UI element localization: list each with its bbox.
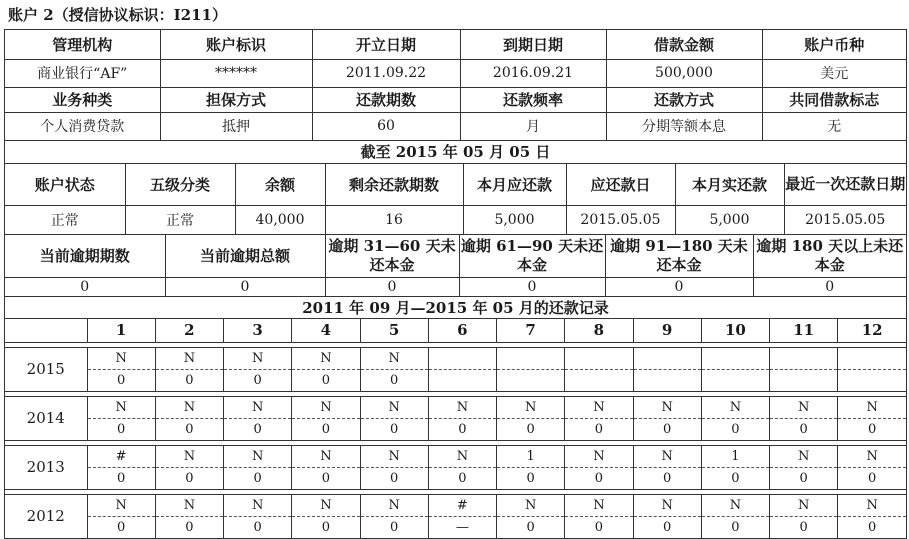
- value-overdue-61-90: 0: [459, 277, 605, 296]
- status-cell: N: [155, 396, 223, 418]
- value-currency: 美元: [762, 59, 906, 87]
- status-row-2015: [5, 347, 906, 369]
- header-due-this-month: 本月应还款: [463, 164, 566, 206]
- amount-row-2013: [5, 467, 906, 489]
- amount-cell: 0: [224, 418, 292, 440]
- value-account-id: ******: [160, 59, 312, 87]
- year-label: 2013: [5, 445, 87, 489]
- status-cell: 1: [701, 445, 769, 467]
- status-cell: N: [155, 347, 223, 369]
- value-repay-method: 分期等额本息: [606, 112, 762, 140]
- amount-cell: 0: [87, 369, 155, 391]
- header-remaining-periods: 剩余还款期数: [325, 164, 463, 206]
- value-joint-flag: 无: [762, 112, 906, 140]
- status-cell: N: [360, 445, 428, 467]
- year-label: 2012: [5, 494, 87, 538]
- amount-cell: 0: [360, 369, 428, 391]
- amount-cell: 0: [633, 516, 701, 538]
- status-cell: N: [360, 396, 428, 418]
- status-cell: [565, 347, 633, 369]
- status-cell: N: [633, 445, 701, 467]
- amount-cell: —: [428, 516, 496, 538]
- header-account-id: 账户标识: [160, 30, 312, 59]
- amount-cell: 0: [701, 467, 769, 489]
- repayment-record-title: 2011 年 09 月—2015 年 05 月的还款记录: [5, 296, 906, 318]
- header-loan-amount: 借款金额: [606, 30, 762, 59]
- amount-cell: 0: [633, 467, 701, 489]
- amount-cell: [770, 369, 838, 391]
- header-repay-method: 还款方式: [606, 87, 762, 112]
- header-overdue-total: 当前逾期总额: [165, 235, 325, 277]
- amount-cell: 0: [155, 418, 223, 440]
- amount-cell: 0: [292, 516, 360, 538]
- value-last-payment-date: 2015.05.05: [784, 206, 906, 235]
- amount-cell: 0: [770, 467, 838, 489]
- amount-cell: 0: [770, 516, 838, 538]
- value-business-type: 个人消费贷款: [5, 112, 160, 140]
- value-balance: 40,000: [235, 206, 325, 235]
- status-cell: N: [360, 347, 428, 369]
- amount-cell: 0: [292, 369, 360, 391]
- amount-row-2014: [5, 418, 906, 440]
- value-account-status: 正常: [5, 206, 125, 235]
- amount-cell: 0: [838, 418, 906, 440]
- status-cell: #: [87, 445, 155, 467]
- amount-cell: 0: [565, 418, 633, 440]
- header-overdue-periods: 当前逾期期数: [5, 235, 165, 277]
- amount-cell: [633, 369, 701, 391]
- amount-cell: 0: [224, 516, 292, 538]
- status-row-2013: [5, 445, 906, 467]
- month-header-5: 5: [360, 319, 428, 343]
- year-label: 2015: [5, 347, 87, 391]
- amount-cell: 0: [87, 467, 155, 489]
- repayment-grid: [5, 319, 906, 539]
- amount-cell: 0: [497, 418, 565, 440]
- amount-cell: 0: [838, 516, 906, 538]
- status-cell: N: [292, 396, 360, 418]
- amount-cell: [565, 369, 633, 391]
- status-cell: N: [292, 347, 360, 369]
- status-cell: N: [701, 494, 769, 516]
- month-header-12: 12: [838, 319, 906, 343]
- status-cell: N: [701, 396, 769, 418]
- amount-row-2012: [5, 516, 906, 538]
- amount-cell: 0: [428, 418, 496, 440]
- header-classification: 五级分类: [125, 164, 235, 206]
- amount-cell: 0: [155, 467, 223, 489]
- amount-cell: 0: [155, 516, 223, 538]
- header-due-date: 到期日期: [460, 30, 606, 59]
- status-cell: N: [87, 396, 155, 418]
- status-cell: #: [428, 494, 496, 516]
- account-heading: 账户 2（授信协议标识：I211）: [8, 6, 227, 24]
- credit-report-table: [4, 29, 907, 539]
- header-due-day: 应还款日: [566, 164, 675, 206]
- value-remaining-periods: 16: [325, 206, 463, 235]
- header-frequency: 还款频率: [460, 87, 606, 112]
- amount-cell: [497, 369, 565, 391]
- status-cell: N: [770, 494, 838, 516]
- month-header-corner: [5, 319, 87, 343]
- amount-row-2015: [5, 369, 906, 391]
- status-cell: N: [224, 396, 292, 418]
- month-header-3: 3: [224, 319, 292, 343]
- value-due-this-month: 5,000: [463, 206, 566, 235]
- amount-cell: 0: [428, 467, 496, 489]
- header-overdue-31-60: 逾期 31—60 天未还本金: [325, 235, 459, 277]
- status-cell: [633, 347, 701, 369]
- amount-cell: 0: [701, 418, 769, 440]
- header-installments: 还款期数: [312, 87, 460, 112]
- status-cell: N: [633, 396, 701, 418]
- value-due-day: 2015.05.05: [566, 206, 675, 235]
- amount-cell: 0: [292, 467, 360, 489]
- month-header-1: 1: [87, 319, 155, 343]
- status-cell: N: [224, 494, 292, 516]
- status-cell: N: [838, 494, 906, 516]
- month-header-4: 4: [292, 319, 360, 343]
- amount-cell: 0: [565, 467, 633, 489]
- amount-cell: 0: [497, 467, 565, 489]
- amount-cell: 0: [360, 418, 428, 440]
- status-cell: [428, 347, 496, 369]
- amount-cell: 0: [633, 418, 701, 440]
- value-overdue-91-180: 0: [605, 277, 753, 296]
- status-cell: N: [224, 445, 292, 467]
- basic-info-table: [5, 30, 906, 164]
- status-cell: N: [428, 445, 496, 467]
- month-header-row: [5, 319, 906, 343]
- header-balance: 余额: [235, 164, 325, 206]
- status-cell: N: [770, 396, 838, 418]
- status-cell: [497, 347, 565, 369]
- value-installments: 60: [312, 112, 460, 140]
- month-header-7: 7: [497, 319, 565, 343]
- month-header-9: 9: [633, 319, 701, 343]
- amount-cell: 0: [770, 418, 838, 440]
- value-institution: 商业银行“AF”: [5, 59, 160, 87]
- status-cell: N: [770, 445, 838, 467]
- header-overdue-180-plus: 逾期 180 天以上未还本金: [753, 235, 906, 277]
- amount-cell: 0: [838, 467, 906, 489]
- status-cell: N: [292, 445, 360, 467]
- status-cell: N: [838, 396, 906, 418]
- header-account-status: 账户状态: [5, 164, 125, 206]
- amount-cell: 0: [224, 369, 292, 391]
- value-paid-this-month: 5,000: [675, 206, 784, 235]
- status-cell: N: [224, 347, 292, 369]
- status-row-2012: [5, 494, 906, 516]
- status-cell: N: [155, 445, 223, 467]
- status-cell: N: [87, 347, 155, 369]
- value-guarantee: 抵押: [160, 112, 312, 140]
- status-cell: N: [428, 396, 496, 418]
- value-overdue-total: 0: [165, 277, 325, 296]
- as-of-date: 截至 2015 年 05 月 05 日: [5, 140, 906, 163]
- header-joint-flag: 共同借款标志: [762, 87, 906, 112]
- overdue-table: [5, 235, 906, 319]
- amount-cell: 0: [497, 516, 565, 538]
- month-header-2: 2: [155, 319, 223, 343]
- value-overdue-periods: 0: [5, 277, 165, 296]
- value-loan-amount: 500,000: [606, 59, 762, 87]
- amount-cell: [701, 369, 769, 391]
- month-header-8: 8: [565, 319, 633, 343]
- status-cell: [701, 347, 769, 369]
- status-cell: [838, 347, 906, 369]
- amount-cell: 0: [87, 516, 155, 538]
- status-table: [5, 164, 906, 236]
- status-cell: N: [360, 494, 428, 516]
- status-cell: N: [292, 494, 360, 516]
- header-guarantee: 担保方式: [160, 87, 312, 112]
- status-cell: N: [565, 445, 633, 467]
- header-business-type: 业务种类: [5, 87, 160, 112]
- status-cell: N: [497, 494, 565, 516]
- status-cell: N: [497, 396, 565, 418]
- status-cell: N: [565, 494, 633, 516]
- amount-cell: [838, 369, 906, 391]
- amount-cell: 0: [360, 467, 428, 489]
- year-label: 2014: [5, 396, 87, 440]
- status-row-2014: [5, 396, 906, 418]
- amount-cell: 0: [87, 418, 155, 440]
- value-overdue-31-60: 0: [325, 277, 459, 296]
- header-last-payment-date: 最近一次还款日期: [784, 164, 906, 206]
- status-cell: N: [838, 445, 906, 467]
- amount-cell: 0: [701, 516, 769, 538]
- status-cell: N: [155, 494, 223, 516]
- header-open-date: 开立日期: [312, 30, 460, 59]
- header-paid-this-month: 本月实还款: [675, 164, 784, 206]
- value-classification: 正常: [125, 206, 235, 235]
- status-cell: [770, 347, 838, 369]
- amount-cell: [428, 369, 496, 391]
- amount-cell: 0: [224, 467, 292, 489]
- status-cell: N: [565, 396, 633, 418]
- month-header-11: 11: [770, 319, 838, 343]
- amount-cell: 0: [292, 418, 360, 440]
- month-header-6: 6: [428, 319, 496, 343]
- amount-cell: 0: [565, 516, 633, 538]
- month-header-10: 10: [701, 319, 769, 343]
- amount-cell: 0: [360, 516, 428, 538]
- value-overdue-180-plus: 0: [753, 277, 906, 296]
- status-cell: 1: [497, 445, 565, 467]
- status-cell: N: [87, 494, 155, 516]
- header-currency: 账户币种: [762, 30, 906, 59]
- value-due-date: 2016.09.21: [460, 59, 606, 87]
- value-frequency: 月: [460, 112, 606, 140]
- value-open-date: 2011.09.22: [312, 59, 460, 87]
- amount-cell: 0: [155, 369, 223, 391]
- header-overdue-61-90: 逾期 61—90 天未还本金: [459, 235, 605, 277]
- header-institution: 管理机构: [5, 30, 160, 59]
- status-cell: N: [633, 494, 701, 516]
- header-overdue-91-180: 逾期 91—180 天未还本金: [605, 235, 753, 277]
